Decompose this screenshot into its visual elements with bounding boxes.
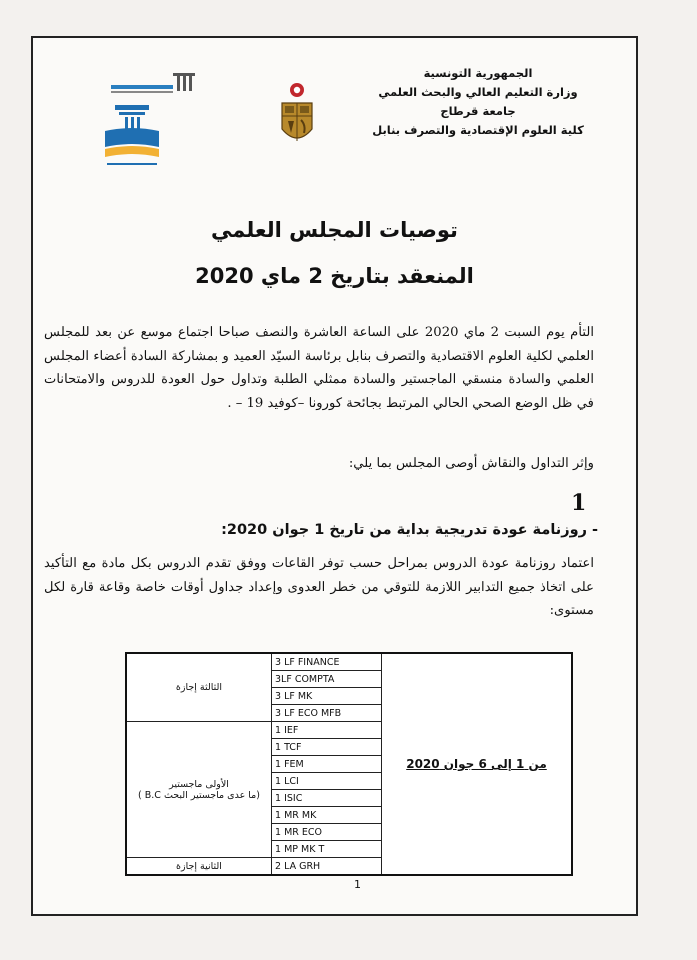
group-cell-licence3: الثالثة إجازة [126, 653, 272, 722]
program-cell: 1 IEF [272, 722, 382, 739]
section-paragraph: اعتماد روزنامة عودة الدروس بمراحل حسب توفر القاعات ووفق تقدم الدروس بكل مادة مع التأكيد على اتخاذ جميع التدابير اللازمة للتوقي من خطر العدوى وإعداد جداول أوقات خاصة وقاعة قارة لكل مستوى: [44, 556, 594, 618]
program-cell: 1 LCI [272, 773, 382, 790]
program-cell: 1 TCF [272, 739, 382, 756]
document-subtitle: المنعقد بتاريخ 2 ماي 2020 [195, 264, 474, 288]
program-cell: 1 ISIC [272, 790, 382, 807]
faculty-logo-icon [97, 103, 167, 173]
program-cell: 1 MP MK T [272, 841, 382, 858]
tunisia-coat-of-arms-icon [276, 81, 318, 153]
table-row [126, 653, 572, 671]
page-number: 1 [354, 878, 361, 891]
recommendations-lead: وإثر التداول والنقاش أوصى المجلس بما يلي: [348, 456, 594, 471]
header-line-faculty: كلية العلوم الإقتصادية والتصرف بنابل [372, 123, 584, 137]
page-frame [31, 36, 638, 916]
university-carthage-logo-icon [105, 71, 215, 105]
section-heading: - روزنامة عودة تدريجية بداية من تاريخ 1 جوان 2020: [221, 522, 598, 538]
document-title: توصيات المجلس العلمي [211, 218, 458, 242]
header-line-ministry: وزارة التعليم العالي والبحث العلمي [378, 85, 578, 99]
program-cell: 1 MR MK [272, 807, 382, 824]
schedule-table [125, 652, 573, 876]
program-cell: 3 LF MK [272, 688, 382, 705]
group-cell-master1 [126, 722, 272, 858]
group-name: الأولى ماجستير [169, 778, 229, 790]
header-line-republic: الجمهورية التونسية [423, 66, 533, 80]
institution-header [368, 64, 588, 140]
program-cell: 1 FEM [272, 756, 382, 773]
program-cell: 2 LA GRH [272, 858, 382, 876]
program-cell: 3 LF ECO MFB [272, 705, 382, 722]
program-cell: 1 MR ECO [272, 824, 382, 841]
section-number: 1 [571, 490, 587, 516]
date-range-cell: من 1 إلى 6 جوان 2020 [382, 653, 573, 875]
group-cell-licence2: الثانية إجازة [126, 858, 272, 876]
program-cell: 3 LF FINANCE [272, 653, 382, 671]
group-subname: (ما عدى ماجستير البحث B.C ) [138, 789, 260, 801]
header-line-university: جامعة قرطاج [440, 104, 516, 118]
intro-paragraph: التأم يوم السبت 2 ماي 2020 على الساعة العاشرة والنصف صباحا اجتماع موسع عن بعد للمجلس العلمي لكلية العلوم الاقتصادية والتصرف بنابل برئاسة السيّد العميد و بمشاركة السادة أعضاء المجلس العلمي والسادة منسقي الماجستير والسادة ممثلي الطلبة وتداول حول العودة للدروس والامتحانات في ظل الوضع الصحي الحالي المرتبط بجائحة كورونا –كوفيد 19 – . [44, 325, 595, 411]
program-cell: 3LF COMPTA [272, 671, 382, 688]
